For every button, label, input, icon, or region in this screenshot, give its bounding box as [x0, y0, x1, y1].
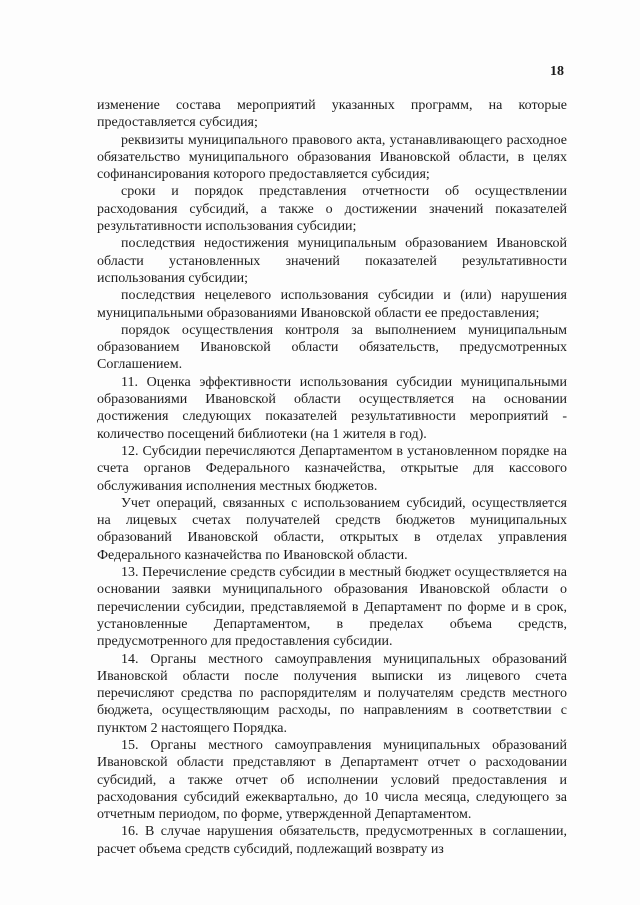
paragraph-reporting-terms: сроки и порядок представления отчетности об осуществлении расходования субсидий, а также о достижении значений показателей результативности использования субсидии; — [97, 184, 567, 235]
paragraph-program-changes: изменение состава мероприятий указанных программ, на которые предоставляется субсидия; — [97, 98, 567, 131]
paragraph-14-local-authorities: 14. Органы местного самоуправления муниципальных образований Ивановской области после получения выписки из лицевого счета перечисляют средства по распорядителям и получателям средств местного бюджета, осуществляющим расходы, по направлениям в соответствии с пунктом 2 настоящего Порядка. — [97, 651, 567, 736]
page-number: 18 — [550, 64, 564, 79]
paragraph-misuse-consequences: последствия нецелевого использования субсидии и (или) нарушения муниципальными образованиями Ивановской области ее предоставления; — [97, 288, 567, 321]
paragraph-control-procedure: порядок осуществления контроля за выполнением муниципальным образованием Ивановской области обязательств, предусмотренных Соглашением. — [97, 322, 567, 373]
paragraph-non-achievement-consequences: последствия недостижения муниципальным образованием Ивановской области установленных значений показателей результативности использования субсидии; — [97, 236, 567, 286]
paragraph-16-violation: 16. В случае нарушения обязательств, предусмотренных в соглашении, расчет объема средств субсидий, подлежащий возврату из — [97, 824, 567, 857]
paragraph-11-efficiency-assessment: 11. Оценка эффективности использования субсидии муниципальными образованиями Ивановской области осуществляется на основании достижения следующих показателей результативности мероприятий - количество посещений библиотеки (на 1 жителя в год). — [97, 374, 567, 442]
paragraph-13-transfer-request: 13. Перечисление средств субсидии в местный бюджет осуществляется на основании заявки муниципального образования Ивановской области о перечислении субсидии, представляемой в Департамент по форме и в срок, установленные Департаментом, в пределах объема средств, предусмотренного для предоставления субсидии. — [97, 565, 567, 650]
paragraph-accounting: Учет операций, связанных с использованием субсидий, осуществляется на лицевых счетах получателей средств бюджетов муниципальных образований Ивановской области, открытых в отделах управления Федерального казначейства по Ивановской области. — [97, 495, 567, 563]
paragraph-legal-act-details: реквизиты муниципального правового акта, устанавливающего расходное обязательство муниципального образования Ивановской области, в целях софинансирования которого предоставляется субсидия; — [97, 132, 567, 183]
document-body — [97, 97, 567, 858]
paragraph-12-transfer: 12. Субсидии перечисляются Департаментом в установленном порядке на счета органов Федерального казначейства, открытые для кассового обслуживания исполнения местных бюджетов. — [97, 443, 567, 494]
paragraph-15-reporting: 15. Органы местного самоуправления муниципальных образований Ивановской области представляют в Департамент отчет о расходовании субсидий, а также отчет об исполнении условий предоставления и расходования субсидий ежеквартально, до 10 числа месяца, следующего за отчетным периодом, по форме, утвержденной Департаментом. — [97, 737, 567, 823]
